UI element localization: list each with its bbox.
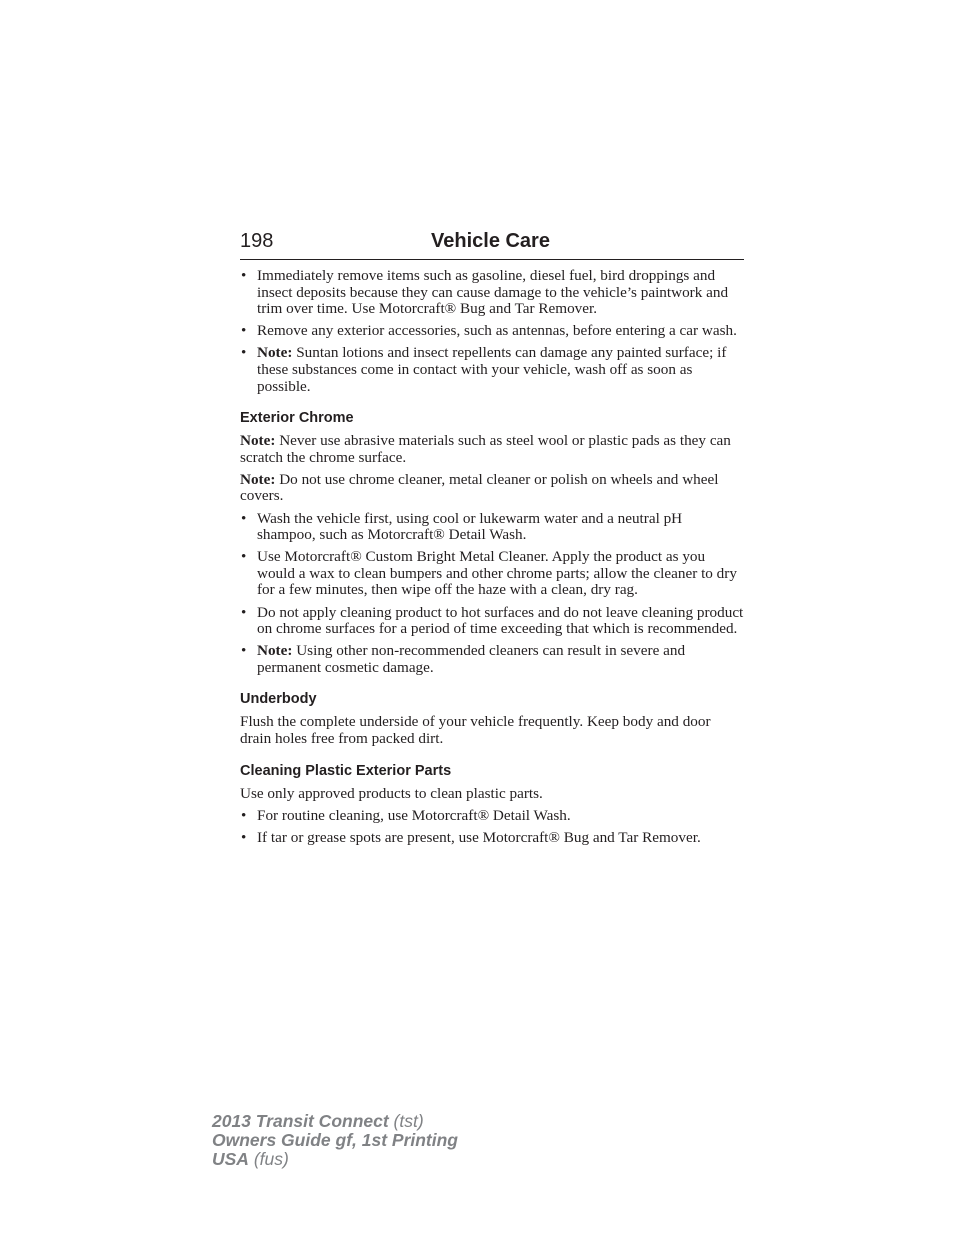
plastic-parts-paragraph: Use only approved products to clean plastic parts. bbox=[240, 784, 543, 802]
footer-line: USA (fus) bbox=[212, 1149, 289, 1169]
list-item: • Use Motorcraft® Custom Bright Metal Cleaner. Apply the product as you would a wax to clean bumpers and other chrome parts; allow the cleaner to dry for a few minutes, then wipe off the haze with a clean, dry rag. bbox=[240, 549, 744, 599]
list-item: • Wash the vehicle first, using cool or lukewarm water and a neutral pH shampoo, such as Motorcraft® Detail Wash. bbox=[240, 511, 744, 544]
page-content bbox=[240, 268, 744, 852]
list-item: • Do not apply cleaning product to hot surfaces and do not leave cleaning product on chrome surfaces for a period of time exceeding that which is recommended. bbox=[240, 605, 744, 638]
page-header bbox=[240, 229, 744, 260]
footer-line: 2013 Transit Connect (tst) bbox=[212, 1111, 424, 1131]
list-item: • Remove any exterior accessories, such as antennas, before entering a car wash. bbox=[240, 323, 744, 340]
note-paragraph: Note: Do not use chrome cleaner, metal cleaner or polish on wheels and wheel covers. bbox=[240, 470, 719, 505]
page-number: 198 bbox=[240, 230, 274, 252]
list-item: • If tar or grease spots are present, use Motorcraft® Bug and Tar Remover. bbox=[240, 830, 744, 847]
note-paragraph: Note: Never use abrasive materials such as steel wool or plastic pads as they can scratch the chrome surface. bbox=[240, 432, 731, 466]
list-item: • Immediately remove items such as gasoline, diesel fuel, bird droppings and insect deposits because they can cause damage to the vehicle’s paintwork and trim over time. Use Motorcraft® Bug and Tar Remover. bbox=[240, 268, 744, 318]
list-item: • Note: Using other non-recommended cleaners can result in severe and permanent cosmetic damage. bbox=[240, 643, 744, 676]
section-title: Vehicle Care bbox=[431, 230, 550, 252]
plastic-parts-heading: Cleaning Plastic Exterior Parts bbox=[240, 762, 452, 779]
underbody-heading: Underbody bbox=[240, 691, 317, 708]
list-item: • Note: Suntan lotions and insect repellents can damage any painted surface; if these substances come in contact with your vehicle, wash off as soon as possible. bbox=[240, 345, 744, 395]
underbody-paragraph: Flush the complete underside of your vehicle frequently. Keep body and door drain holes free from packed dirt. bbox=[240, 713, 711, 747]
page-footer bbox=[212, 1112, 458, 1169]
intro-bullet-list bbox=[240, 268, 744, 395]
chrome-bullet-list bbox=[240, 511, 744, 677]
exterior-chrome-heading: Exterior Chrome bbox=[240, 410, 354, 427]
plastic-bullet-list bbox=[240, 808, 744, 847]
list-item: • For routine cleaning, use Motorcraft® Detail Wash. bbox=[240, 808, 744, 825]
footer-line: Owners Guide gf, 1st Printing bbox=[212, 1130, 458, 1150]
